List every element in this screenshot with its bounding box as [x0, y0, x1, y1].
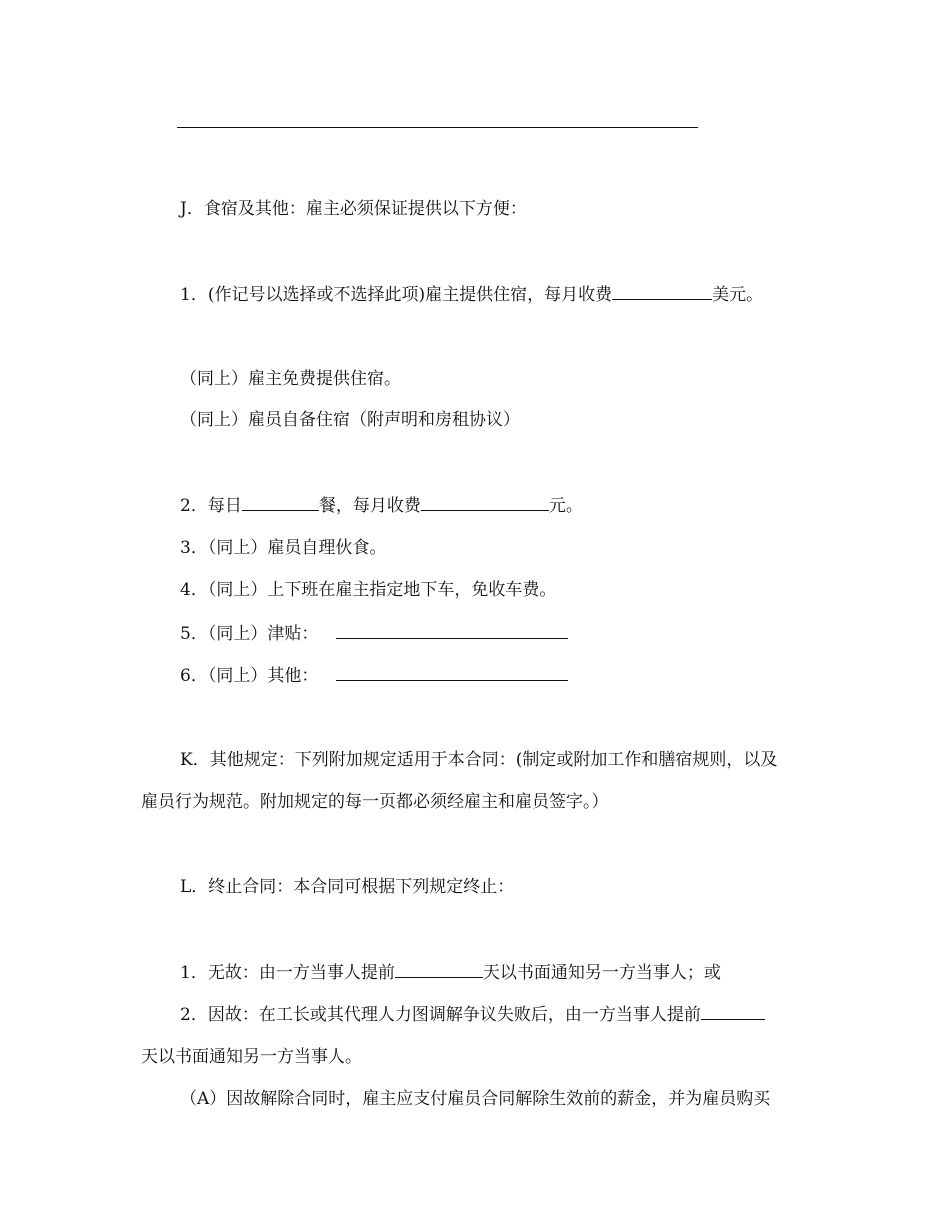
section-j-item-4: 4．（同上）上下班在雇主指定地下车，免收车费。	[180, 580, 557, 600]
section-j-item-1	[180, 283, 763, 306]
l-item-2-text: 2．因故：在工长或其代理人力图调解争议失败后，由一方当事人提前	[180, 1005, 701, 1025]
l-item-1-text-b: 天以书面通知另一方当事人；或	[482, 963, 721, 983]
item-2-text-b: 餐，每月收费	[318, 496, 421, 516]
option-self-lodging: （同上）雇员自备住宿（附声明和房租协议）	[180, 410, 520, 430]
allowance-blank[interactable]	[336, 622, 568, 639]
section-l-item-2-cont: 天以书面通知另一方当事人。	[141, 1047, 362, 1067]
section-k-line-2: 雇员行为规范。附加规定的每一页都必须经雇主和雇员签字。）	[141, 792, 609, 812]
item-5-text: 5．（同上）津贴：	[180, 624, 319, 644]
item-1-unit: 美元。	[712, 285, 764, 305]
meal-fee-blank[interactable]	[421, 494, 549, 511]
section-k-line-1: K．其他规定：下列附加规定适用于本合同：(制定或附加工作和膳宿规则，以及	[180, 750, 778, 770]
item-6-text: 6．（同上）其他：	[180, 666, 319, 686]
section-l-item-a: （A）因故解除合同时，雇主应支付雇员合同解除生效前的薪金，并为雇员购买	[180, 1089, 771, 1109]
rent-fee-blank[interactable]	[612, 283, 712, 300]
section-j-item-5	[180, 622, 568, 645]
section-j-item-3: 3．（同上）雇员自理伙食。	[180, 538, 387, 558]
section-j-heading: J．食宿及其他：雇主必须保证提供以下方便：	[180, 199, 527, 219]
section-l-item-2	[180, 1003, 765, 1026]
other-blank[interactable]	[336, 664, 568, 681]
section-l-item-1	[180, 961, 721, 984]
section-j-item-6	[180, 664, 568, 687]
option-free-lodging: （同上）雇主免费提供住宿。	[180, 369, 401, 389]
cause-notice-days-blank[interactable]	[701, 1003, 765, 1020]
l-item-1-text-a: 1．无故：由一方当事人提前	[180, 963, 395, 983]
item-1-text: 1．(作记号以选择或不选择此项)雇主提供住宿，每月收费	[180, 285, 613, 305]
top-rule	[177, 127, 698, 128]
meals-per-day-blank[interactable]	[242, 494, 319, 511]
section-j-item-2	[180, 494, 583, 517]
section-l-heading: L．终止合同：本合同可根据下列规定终止：	[180, 877, 515, 897]
item-2-text-c: 元。	[548, 496, 583, 516]
item-2-text-a: 2．每日	[180, 496, 242, 516]
notice-days-blank[interactable]	[395, 961, 483, 978]
